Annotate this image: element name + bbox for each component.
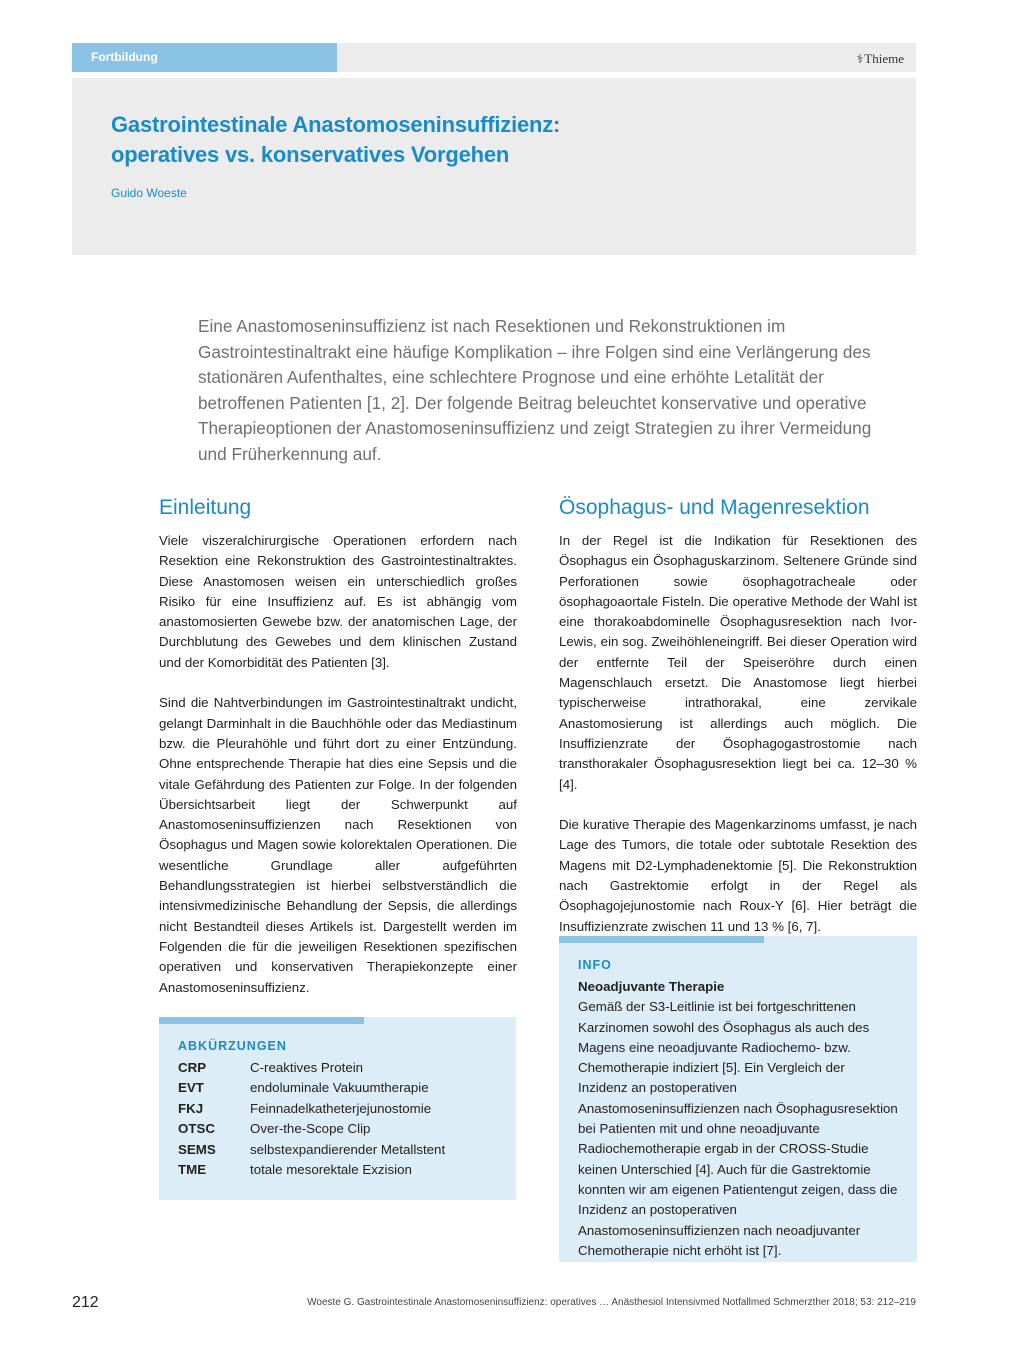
paragraph: In der Regel ist die Indikation für Resektionen des Ösophagus ein Ösophaguskarzinom. Seltenere Gründe sind Perforationen sowie ösophagotracheale oder ösophagoaortale Fisteln. Die operative Methode der Wahl ist eine thorakoabdominelle Ösophagusresektion nach Ivor-Lewis, ein sog. Zweihöhleneingriff. Bei dieser Operation wird der entfernte Teil der Speiseröhre durch einen Magenschlauch ersetzt. Die Anastomose liegt hierbei typischerweise intrathorakal, eine zervikale Anastomosierung ist allerdings auch möglich. Die Insuffizienzrate der Ösophagogastrostomie nach transthorakaler Ösophagusresektion liegt bei ca. 12–30 % [4]. <box>559 533 917 792</box>
paragraph: Sind die Nahtverbindungen im Gastrointestinaltrakt undicht, gelangt Darminhalt in die Bauchhöhle oder das Mediastinum bzw. die Pleurahöhle und führt dort zu einer Entzündung. Ohne entsprechende Therapie hat dies eine Sepsis und die vitale Gefährdung des Patienten zur Folge. In der folgenden Übersichtsarbeit liegt der Schwerpunkt auf Anastomoseninsuffizienzen nach Resektionen von Ösophagus und Magen sowie kolorektalen Operationen. Die wesentliche Grundlage aller aufgeführten Behandlungsstrategien ist hierbei selbstverständlich die intensivmedizinische Behandlung der Sepsis, die allerdings nicht Bestandteil dieses Artikels ist. Dargestellt werden im Folgenden die für die jeweiligen Resektionen spezifischen operativen und konservativen Therapiekonzepte einer Anastomoseninsuffizienz. <box>159 695 517 995</box>
abbreviation-key: CRP <box>178 1060 207 1075</box>
citation-footer: Woeste G. Gastrointestinale Anastomoseninsuffizienz: operatives … Anästhesiol Intensivmed Notfallmed Schmerzther 2018; 53: 212–219 <box>307 1297 916 1308</box>
article-title-line1: Gastrointestinale Anastomoseninsuffizienz: <box>111 112 561 137</box>
abbreviations-box <box>159 1017 516 1200</box>
info-box <box>559 936 917 1262</box>
publisher-logo <box>857 43 904 72</box>
abbreviation-key: SEMS <box>178 1141 216 1157</box>
article-title <box>111 110 560 170</box>
page-number: 212 <box>72 1294 99 1311</box>
abbreviation-key: TME <box>178 1162 207 1178</box>
paragraph: Die kurative Therapie des Magenkarzinoms umfasst, je nach Lage des Tumors, die totale oder subtotale Resektion des Magens mit D2-Lymphadenektomie [5]. Die Rekonstruktion nach Gastrektomie erfolgt in der Regel als Ösophagojejunostomie nach Roux-Y [6]. Hier beträgt die Insuffizienzrate zwischen 11 und 13 % [6, 7]. <box>559 817 917 934</box>
box-accent-bar <box>159 1017 364 1024</box>
article-title-line2: operatives vs. konservatives Vorgehen <box>111 142 510 167</box>
abbreviation-key: OTSC <box>178 1121 215 1137</box>
abbreviation-row <box>178 1140 497 1160</box>
thieme-logo-icon: ⚕ <box>856 52 864 66</box>
running-header <box>72 43 916 72</box>
section-tag: Fortbildung <box>72 43 337 72</box>
abbreviation-value: C-reaktives Protein <box>250 1060 364 1075</box>
abbreviation-row <box>178 1058 497 1078</box>
abbreviation-value: Over-the-Scope Clip <box>250 1121 371 1137</box>
info-subtitle: Neoadjuvante Therapie <box>578 979 725 994</box>
abbreviation-value: endoluminale Vakuumtherapie <box>250 1080 429 1096</box>
publisher-name: Thieme <box>864 51 904 66</box>
right-column <box>559 494 917 937</box>
heading-oesophagus-magenresektion: Ösophagus- und Magenresektion <box>559 496 870 519</box>
box-accent-bar <box>559 936 764 943</box>
abbreviation-row <box>178 1160 497 1180</box>
info-text: Gemäß der S3-Leitlinie ist bei fortgeschrittenen Karzinomen sowohl des Ösophagus als auch des Magens eine neoadjuvante Radiochemo- bzw. Chemotherapie indiziert [5]. Ein Vergleich der Inzidenz an postoperativen Anastomoseninsuffizienzen nach Ösophagusresektion bei Patienten mit und ohne neoadjuvante Radiochemotherapie ergab in der CROSS-Studie keinen Unterschied [4]. Auch für die Gastrektomie konnten wir am eigenen Patientengut zeigen, dass die Inzidenz an postoperativen Anastomoseninsuffizienzen nach neoadjuvanter Chemotherapie nicht erhöht ist [7]. <box>578 999 898 1258</box>
author-name: Guido Woeste <box>111 186 187 200</box>
abbreviation-key: EVT <box>178 1080 204 1096</box>
abbreviation-key: FKJ <box>178 1100 204 1116</box>
left-column <box>159 494 517 998</box>
abbreviation-row <box>178 1099 497 1119</box>
abbreviation-row <box>178 1119 497 1139</box>
abbreviation-value: totale mesorektale Exzision <box>250 1162 412 1178</box>
abstract: Eine Anastomoseninsuffizienz ist nach Resektionen und Rekonstruktionen im Gastrointestinaltrakt eine häufige Komplikation – ihre Folgen sind eine Verlängerung des stationären Aufenthaltes, eine schlechtere Prognose und eine erhöhte Letalität der betroffenen Patienten [1, 2]. Der folgende Beitrag beleuchtet konservative und operative Therapieoptionen der Anastomoseninsuffizienz und zeigt Strategien zu ihrer Vermeidung und Früherkennung auf. <box>198 316 872 464</box>
abbreviation-value: Feinnadelkatheterjejunostomie <box>250 1100 432 1116</box>
article-header <box>72 78 916 255</box>
abbreviation-row <box>178 1078 497 1098</box>
abbreviations-title: ABKÜRZUNGEN <box>178 1039 287 1053</box>
abbreviation-value: selbstexpandierender Metallstent <box>250 1141 446 1157</box>
heading-einleitung: Einleitung <box>159 496 252 519</box>
info-title: INFO <box>578 958 612 972</box>
paragraph: Viele viszeralchirurgische Operationen erfordern nach Resektion eine Rekonstruktion des Gastrointestinaltraktes. Diese Anastomosen weisen ein unterschiedlich großes Risiko für eine Insuffizienz auf. Es ist abhängig vom anastomosierten Gewebe bzw. der anatomischen Lage, der Durchblutung des Gewebes und dem klinischen Zustand und der Komorbidität des Patienten [3]. <box>159 533 517 670</box>
